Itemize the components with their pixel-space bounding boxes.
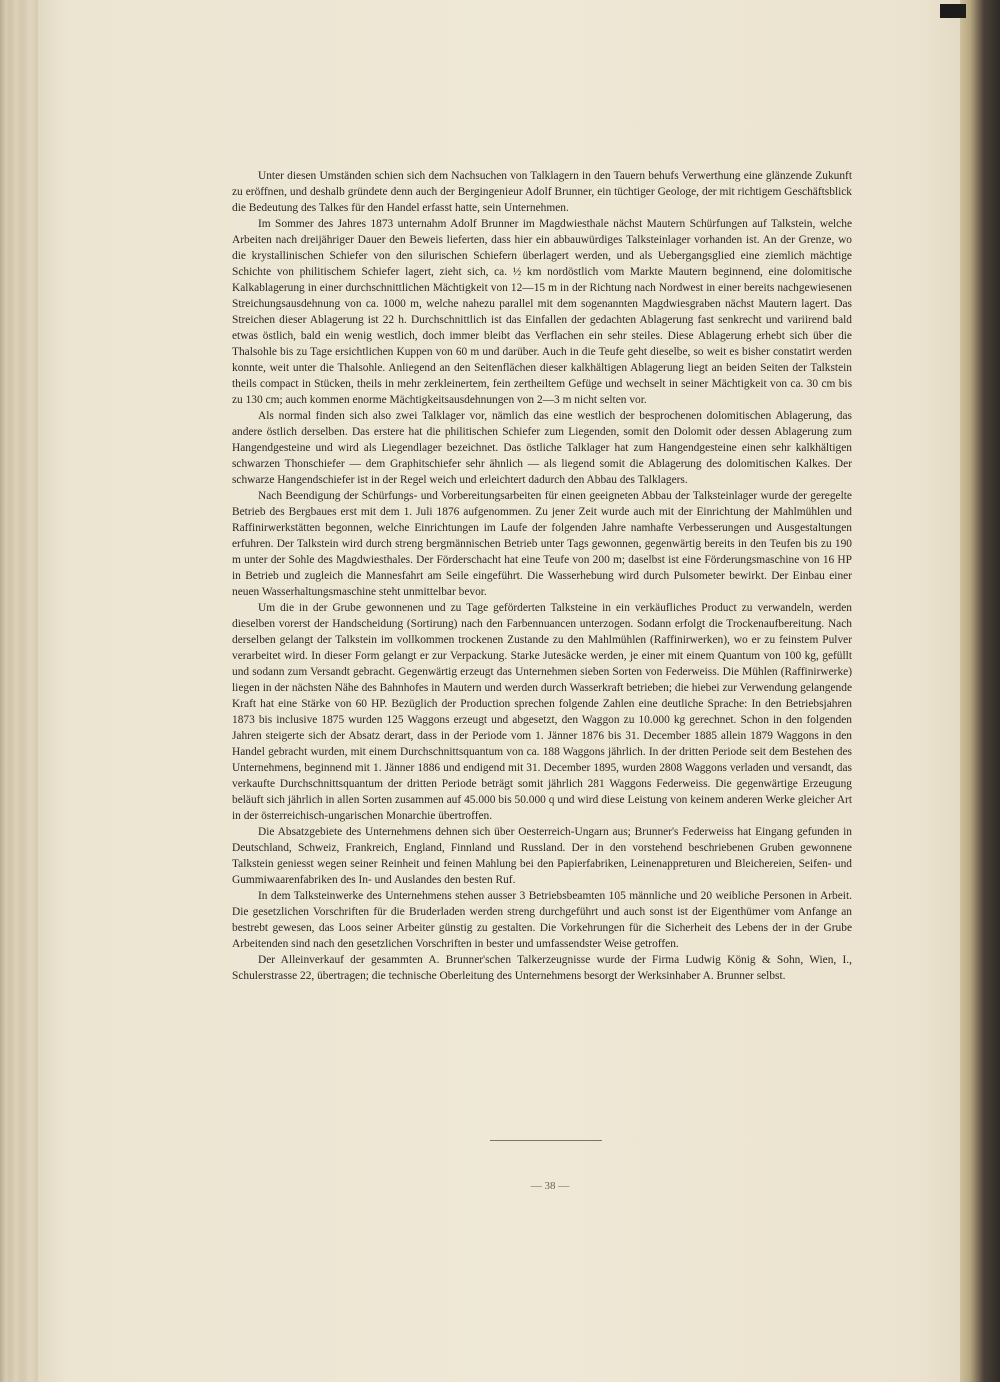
paragraph: Um die in der Grube gewonnenen und zu Tage geförderten Talksteine in ein verkäufliches Product zu verwandeln, werden dieselben vorerst der Handscheidung (Sortirung) nach den Farbennuancen unterzogen. Sodann erfolgt die Trockenaufbereitung. Nach derselben gelangt der Talkstein im vollkommen trockenen Zustande zu den Mahlmühlen (Raffinirwerken), wo er zu feinstem Pulver verarbeitet wird. In dieser Form gelangt er zur Verpackung. Starke Jutesäcke werden, je einer mit einem Quantum von 100 kg, gefüllt und sodann zum Versandt gebracht. Gegenwärtig erzeugt das Unternehmen sieben Sorten von Federweiss. Die Mühlen (Raffinirwerke) liegen in der nächsten Nähe des Bahnhofes in Mautern und werden durch Wasserkraft betrieben; die hiebei zur Verwendung gelangende Kraft hat eine Stärke von 60 HP. Bezüglich der Production sprechen folgende Zahlen eine deutliche Sprache: In den Betriebsjahren 1873 bis inclusive 1875 wurden 125 Waggons erzeugt und abgesetzt, den Waggon zu 10.000 kg gerechnet. Schon in den folgenden Jahren steigerte sich der Absatz derart, dass in der Periode vom 1. Jänner 1876 bis 31. December 1885 allein 1879 Waggons in den Handel gebracht wurden, mit einem Durchschnittsquantum von ca. 188 Waggons jährlich. In der dritten Periode seit dem Bestehen des Unternehmens, beginnend mit 1. Jänner 1886 und endigend mit 31. December 1895, wurden 2808 Waggons verladen und versandt, das verkaufte Durchschnittsquantum der dritten Periode beträgt somit jährlich 281 Waggons Federweiss. Die gegenwärtige Erzeugung beläuft sich jährlich in allen Sorten zusammen auf 45.000 bis 50.000 q und wird diese Leistung von keinem anderen Werke gleicher Art in der österreichisch-ungarischen Monarchie übertroffen. [232,602,852,822]
paragraph: Unter diesen Umständen schien sich dem Nachsuchen von Talklagern in den Tauern behufs Verwerthung eine glänzende Zukunft zu eröffnen, und deshalb gründete denn auch der Bergingenieur Adolf Brunner, ein tüchtiger Geologe, der mit richtigem Geschäftsblick die Bedeutung des Talkes für den Handel erfasst hatte, sein Unternehmen. [232,170,852,214]
section-end-rule [490,1140,602,1141]
paragraph: Die Absatzgebiete des Unternehmens dehnen sich über Oesterreich-Ungarn aus; Brunner's Federweiss hat Eingang gefunden in Deutschland, Schweiz, Frankreich, England, Finnland und Russland. Der in den vorstehend beschriebenen Gruben gewonnene Talkstein geniesst wegen seiner Reinheit und feinen Mahlung bei den Papierfabriken, Leinenappreturen und Bleichereien, Seifen- und Gummiwaarenfabriken des In- und Auslandes den besten Ruf. [232,826,852,886]
paragraph: In dem Talksteinwerke des Unternehmens stehen ausser 3 Betriebsbeamten 105 männliche und 20 weibliche Personen in Arbeit. Die gesetzlichen Vorschriften für die Bruderladen werden streng durchgeführt und auch sonst ist der Eigenthümer vom Anfange an bestrebt gewesen, das Loos seiner Arbeiter günstig zu gestalten. Die Vorkehrungen für die Sicherheit des Lebens der in der Grube Arbeitenden sind nach den gesetzlichen Vorschriften in bester und umfassendster Weise getroffen. [232,890,852,950]
scan-left-edge [0,0,38,1382]
paragraph: Als normal finden sich also zwei Talklager vor, nämlich das eine westlich der besprochenen dolomitischen Ablagerung, das andere östlich derselben. Das erstere hat die philitischen Schiefer zum Liegenden, somit den Dolomit oder dessen Ablagerung zum Hangendgesteine und wird als Liegendlager bezeichnet. Das östliche Talklager hat zum Hangendgesteine einen sehr kalkhältigen schwarzen Thonschiefer — dem Graphitschiefer sehr ähnlich — als liegend somit die Ablagerung des dolomitischen Kalkes. Der schwarze Hangendschiefer ist in der Regel weich und erleichtert dadurch den Abbau des Talklagers. [232,410,852,486]
book-spine [960,0,1000,1382]
paragraph: Nach Beendigung der Schürfungs- und Vorbereitungsarbeiten für einen geeigneten Abbau der Talksteinlager wurde der geregelte Betrieb des Bergbaues erst mit dem 1. Juli 1876 aufgenommen. Zu jener Zeit wurde auch mit der Einrichtung der Mahlmühlen und Raffinirwerkstätten begonnen, welche Einrichtungen im Laufe der folgenden Jahre namhafte Verbesserungen und Ausgestaltungen erfuhren. Der Talkstein wird durch streng bergmännischen Betrieb unter Tags gewonnen, gegenwärtig bereits in den Teufen bis zu 190 m unter der Sohle des Magdwiesthales. Der Förderschacht hat eine Teufe von 200 m; daselbst ist eine Förderungsmaschine von 16 HP in Betrieb und zugleich die Mannesfahrt am Seile eingeführt. Die Wasserhebung wird durch Pulsometer bewirkt. Der Einbau einer neuen Wasserhaltungsmaschine steht unmittelbar bevor. [232,490,852,598]
page-number: — 38 — [530,1180,570,1192]
paragraph: Im Sommer des Jahres 1873 unternahm Adolf Brunner im Magdwiesthale nächst Mautern Schürfungen auf Talkstein, welche Arbeiten nach dreijähriger Dauer den Beweis lieferten, dass hier ein abbauwürdiges Talksteinlager vorhanden ist. An der Grenze, wo die krystallinischen Schiefer von den silurischen Schiefern überlagert werden, und als Uebergangsglied eine ziemlich mächtige Schichte von philitischem Schiefer lagert, zieht sich, ca. ½ km nordöstlich vom Markte Mautern beginnend, eine dolomitische Kalkablagerung in einer durchschnittlichen Mächtigkeit von 12—15 m in der Richtung nach Nordwest in einer bereits nachgewiesenen Streichungsausdehnung von ca. 1000 m, welche nahezu parallel mit dem sogenannten Magdwiesgraben nächst Mautern lagert. Das Streichen dieser Ablagerung ist 22 h. Durchschnittlich ist das Einfallen der gedachten Ablagerung fast senkrecht und variirend bald etwas östlich, bald ein wenig westlich, doch immer bleibt das Verflachen ein sehr steiles. Diese Ablagerung erhebt sich über die Thalsohle bis zu Tage ersichtlichen Kuppen von 60 m und darüber. Auch in die Teufe geht dieselbe, so weit es bisher constatirt werden konnte, weit unter die Thalsohle. Anliegend an den Seitenflächen dieser kalkhältigen Ablagerung liegt an beiden Seiten der Talkstein theils compact in Stücken, theils in mehr zerkleinertem, fein zertheiltem Gefüge und wechselt in seiner Mächtigkeit von ca. 30 cm bis zu 130 cm; auch kommen enorme Mächtigkeitsausdehnungen von 2—3 m nicht selten vor. [232,218,852,406]
paragraph: Der Alleinverkauf der gesammten A. Brunner'schen Talkerzeugnisse wurde der Firma Ludwig König & Sohn, Wien, I., Schulerstrasse 22, übertragen; die technische Oberleitung des Unternehmens besorgt der Werksinhaber A. Brunner selbst. [232,954,852,982]
scan-corner-mark [940,4,966,18]
body-text [232,168,852,984]
